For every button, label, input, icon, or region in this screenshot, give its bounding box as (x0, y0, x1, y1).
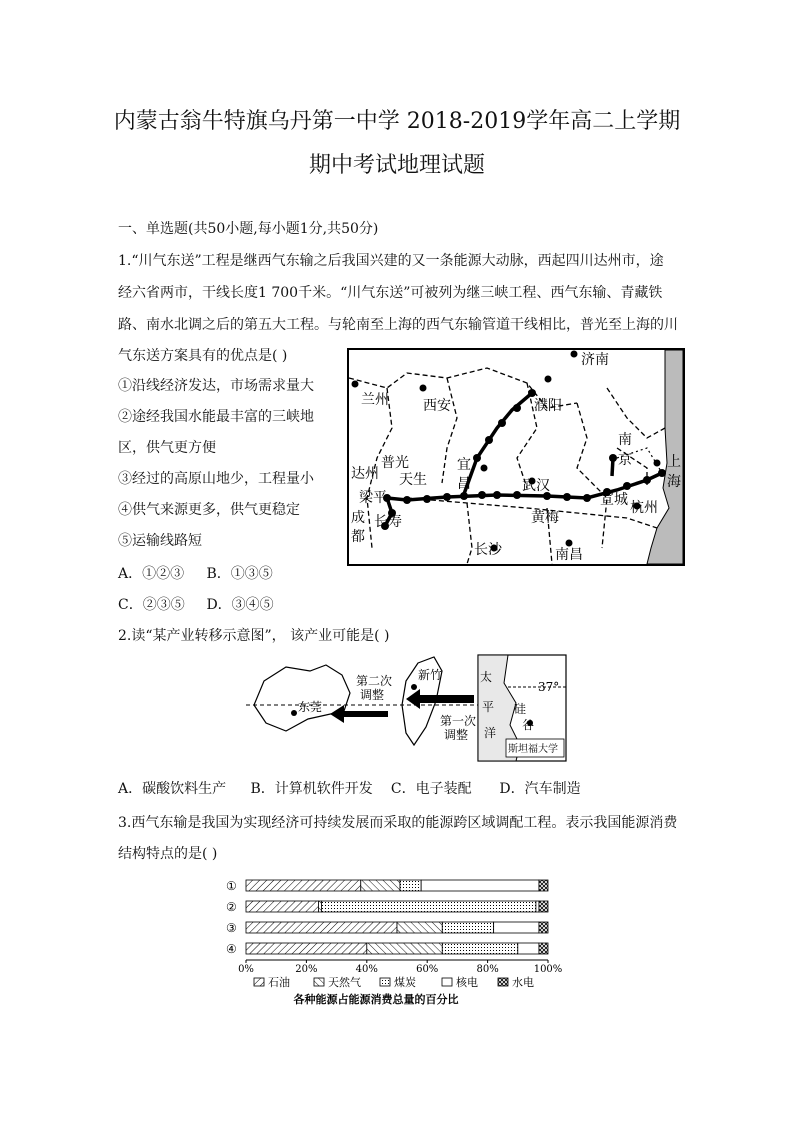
map-label-hai: 海 (667, 474, 681, 490)
q2-option-a[interactable]: A．碳酸饮料生产 (118, 781, 227, 797)
x-tick-label: 20% (295, 964, 318, 975)
map-label-gu: 谷 (522, 718, 535, 732)
bar-segment-nuclear (518, 943, 539, 954)
q1-statement-2: ②途经我国水能最丰富的三峡地 (118, 409, 314, 425)
q3-line1: 3.西气东输是我国为实现经济可持续发展而采取的能源跨区域调配工程。表示我国能源消费 (118, 815, 678, 831)
map-label-liangping: 梁平 (359, 490, 387, 506)
bar-segment-nuclear (536, 901, 539, 912)
map-label-tai: 太 (480, 670, 493, 684)
legend-swatch-coal (380, 978, 390, 986)
bar-segment-coal (322, 901, 536, 912)
chart-category-label: ④ (226, 942, 237, 956)
q1-line3: 路、南水北调之后的第五大工程。与轮南至上海的西气东输管道干线相比，普光至上海的川 (118, 317, 678, 333)
legend-label-coal: 煤炭 (394, 976, 416, 989)
q1-option-d[interactable]: D．③④⑤ (206, 597, 274, 613)
map-label-wuhan: 武汉 (522, 478, 550, 494)
bar-segment-coal (442, 943, 518, 954)
q2-option-d[interactable]: D．汽车制造 (499, 781, 581, 797)
legend-label-oil: 石油 (268, 976, 290, 989)
x-tick-label: 100% (533, 964, 563, 975)
map-label-shang: 上 (667, 454, 681, 470)
q1-statement-1: ①沿线经济发达，市场需求量大 (118, 378, 314, 394)
bar-segment-hydro (539, 901, 548, 912)
energy-consumption-chart (222, 868, 572, 1010)
bar-segment-oil (246, 880, 361, 891)
legend-label-hydro: 水电 (512, 976, 534, 989)
bar-segment-nuclear (494, 922, 539, 933)
map-label-lat: 37° (538, 680, 560, 694)
q1-options-row1 (118, 563, 273, 583)
bar-segment-gas (361, 880, 400, 891)
q1-option-b[interactable]: B．①③⑤ (206, 566, 273, 582)
bar-segment-hydro (539, 880, 548, 891)
map-label-hangzhou: 杭州 (630, 500, 658, 516)
map-label-changshou: 长寿 (374, 514, 402, 530)
bar-segment-gas (397, 922, 442, 933)
map-label-chang: 昌 (457, 476, 471, 492)
bar-segment-hydro (539, 943, 548, 954)
q2-industry-transfer-map (246, 653, 568, 765)
bar-segment-nuclear (421, 880, 539, 891)
bar-segment-coal (442, 922, 493, 933)
map-label-tiansheng: 天生 (399, 472, 427, 488)
bar-segment-hydro (539, 922, 548, 933)
map-label-yi: 宜 (457, 457, 471, 473)
legend-swatch-gas (314, 978, 324, 986)
q1-statement-4: ④供气来源更多，供气更稳定 (118, 502, 300, 518)
map-label-yang: 洋 (484, 726, 497, 740)
map-label-puyang: 濮阳 (534, 398, 562, 414)
q2-options-row (118, 778, 581, 798)
map-label-xian: 西安 (423, 398, 451, 414)
x-tick-label: 40% (355, 964, 378, 975)
map-label-gui: 硅 (514, 702, 527, 716)
map-label-cheng: 成 (351, 510, 365, 526)
chart-category-label: ③ (226, 921, 237, 935)
map-label-du: 都 (351, 529, 365, 545)
bar-segment-coal (400, 880, 421, 891)
map-label-lanzhou: 兰州 (361, 392, 389, 408)
q1-option-c[interactable]: C．②③⑤ (118, 597, 185, 613)
bar-segment-oil (246, 922, 397, 933)
map-label-first-2: 调整 (444, 728, 469, 742)
map-label-nan: 南 (618, 432, 632, 448)
map-label-xuancheng: 宣城 (600, 492, 628, 508)
chart-category-label: ① (226, 879, 237, 893)
map-label-jing: 京 (618, 452, 632, 468)
doc-title-line1: 内蒙古翁牛特旗乌丹第一中学 2018-2019学年高二上学期 (113, 109, 681, 134)
map-label-second-1: 第二次 (356, 674, 393, 688)
x-tick-label: 60% (416, 964, 439, 975)
q1-pipeline-map (347, 348, 685, 566)
map-label-puguang: 普光 (381, 455, 409, 471)
legend-label-gas: 天然气 (328, 976, 361, 989)
q3-line2: 结构特点的是( ) (118, 846, 218, 862)
map-label-first-1: 第一次 (440, 714, 477, 728)
q1-statement-5: ⑤运输线路短 (118, 533, 202, 549)
map-label-nanchang: 南昌 (555, 547, 583, 563)
bar-segment-gas (318, 901, 321, 912)
legend-swatch-nuclear (442, 978, 452, 986)
q1-line4: 气东送方案具有的优点是( ) (118, 348, 288, 364)
q2-option-c[interactable]: C．电子装配 (390, 781, 472, 797)
q1-statement-3: ③经过的高原山地少，工程量小 (118, 471, 314, 487)
legend-swatch-hydro (498, 978, 508, 986)
map-label-changsha: 长沙 (474, 542, 502, 558)
q1-line2: 经六省两市，干线长度1 700千米。“川气东送”可被列为继三峡工程、西气东输、青藏铁 (118, 285, 663, 301)
x-tick-label: 80% (476, 964, 499, 975)
map-label-dazhou: 达州 (351, 466, 379, 482)
legend-swatch-oil (254, 978, 264, 986)
map-label-xinzhu: 新竹 (418, 668, 443, 682)
map-label-dongguan: 东莞 (298, 700, 323, 714)
q1-line1: 1.“川气东送”工程是继西气东输之后我国兴建的又一条能源大动脉，西起四川达州市，途 (118, 253, 664, 269)
map-label-huangmei: 黄梅 (531, 510, 559, 526)
q1-option-a[interactable]: A．①②③ (118, 566, 185, 582)
q1-options-row2 (118, 594, 274, 614)
q2-text: 2.读“某产业转移示意图”， 该产业可能是( ) (118, 628, 390, 644)
legend-label-nuclear: 核电 (456, 976, 478, 989)
q1-statement-2b: 区，供气更方便 (118, 440, 216, 456)
x-tick-label: 0% (238, 964, 254, 975)
bar-segment-oil (246, 943, 367, 954)
map-label-stanford: 斯坦福大学 (508, 744, 558, 755)
bar-segment-gas (367, 943, 443, 954)
map-label-second-2: 调整 (360, 688, 385, 702)
chart-category-label: ② (226, 900, 237, 914)
map-label-jinan: 济南 (581, 352, 609, 368)
doc-title-line2: 期中考试地理试题 (308, 153, 485, 178)
map-label-ping: 平 (482, 700, 495, 714)
section-heading: 一、单选题(共50小题,每小题1分,共50分) (118, 221, 379, 237)
x-axis-title: 各种能源占能源消费总量的百分比 (293, 993, 459, 1006)
q2-option-b[interactable]: B．计算机软件开发 (250, 781, 373, 797)
bar-segment-oil (246, 901, 318, 912)
